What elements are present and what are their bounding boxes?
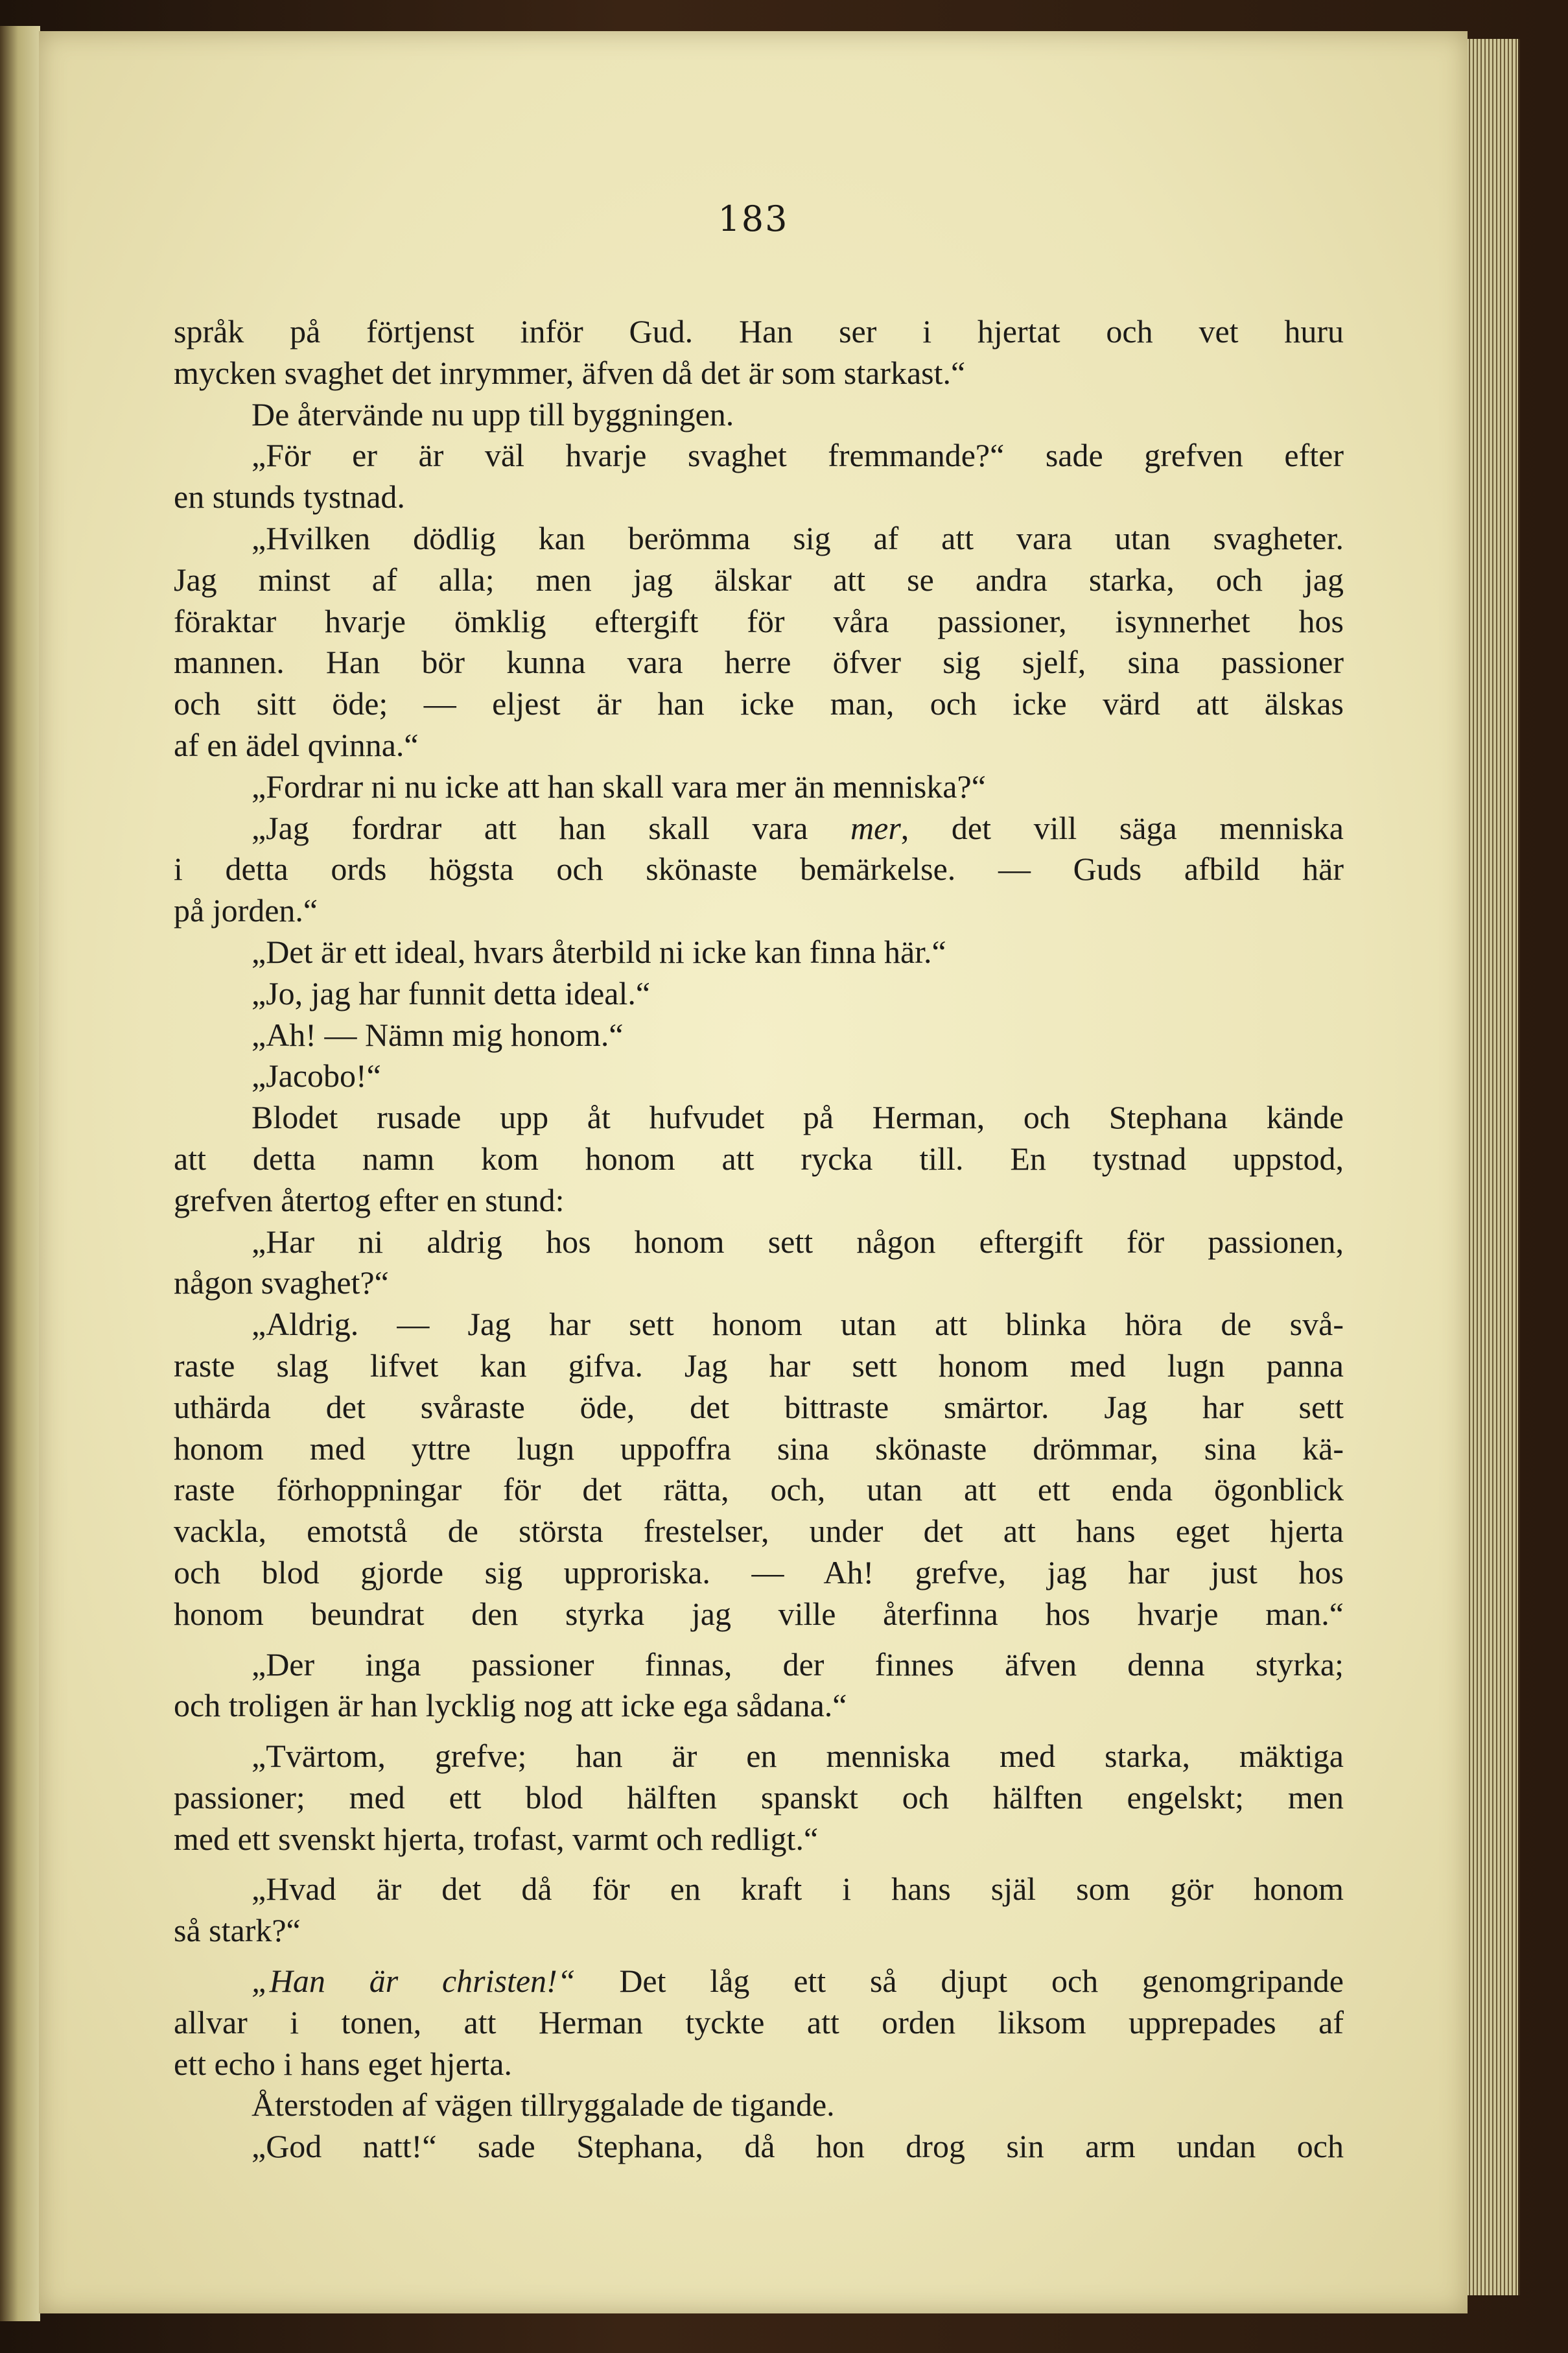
book-page (39, 31, 1468, 2313)
text-line (174, 1428, 1344, 1470)
line-text: raste förhoppningar för det rätta, och, utan att ett enda ögonblick (174, 1471, 1344, 1508)
text-line (174, 477, 1344, 518)
page-leaves-edge (1466, 39, 1520, 2295)
text-line (174, 1180, 1344, 1222)
text-line (174, 683, 1344, 725)
line-text-continued: Det låg ett så djupt och genomgripande (575, 1963, 1344, 2000)
text-line (174, 2002, 1344, 2044)
emphasized-text: mer (850, 809, 901, 846)
emphasized-text: „Han är christen!“ (252, 1963, 576, 2000)
text-line (174, 1304, 1344, 1345)
text-line (174, 1552, 1344, 1594)
line-text: och troligen är han lycklig nog att icke ega sådana.“ (174, 1687, 847, 1724)
line-text: språk på förtjenst inför Gud. Han ser i hjertat och vet huru (174, 313, 1344, 349)
line-text: med ett svenskt hjerta, trofast, varmt och redligt.“ (174, 1820, 819, 1857)
text-line (174, 642, 1344, 683)
text-line (174, 2126, 1344, 2168)
text-line (174, 1819, 1344, 1860)
text-line (174, 890, 1344, 932)
line-text: Jag minst af alla; men jag älskar att se andra starka, och jag (174, 561, 1344, 598)
text-line (174, 849, 1344, 890)
line-text: Blodet rusade upp åt hufvudet på Herman, och Stephana kände (252, 1099, 1344, 1136)
line-text: honom med yttre lugn uppoffra sina skönaste drömmar, sina kä- (174, 1430, 1344, 1467)
text-line (174, 1511, 1344, 1552)
line-text: någon svaghet?“ (174, 1264, 389, 1301)
line-text: vackla, emotstå de största frestelser, under det att hans eget hjerta (174, 1513, 1344, 1550)
line-text: en stunds tystnad. (174, 479, 405, 515)
text-line (174, 1262, 1344, 1304)
line-text: mycken svaghet det inrymmer, äfven då det är som starkast.“ (174, 354, 966, 391)
line-text: i detta ords högsta och skönaste bemärkelse. — Guds afbild här (174, 851, 1344, 888)
text-line (174, 2044, 1344, 2085)
text-line (174, 932, 1344, 973)
line-text: „Hvad är det då för en kraft i hans själ som gör honom (252, 1871, 1344, 1908)
line-text: „Jacobo!“ (252, 1058, 381, 1094)
text-line (174, 394, 1344, 436)
text-line (174, 560, 1344, 601)
text-line (174, 1869, 1344, 1910)
page-number: 183 (718, 198, 789, 239)
text-line (174, 1685, 1344, 1727)
line-text: af en ädel qvinna.“ (174, 726, 419, 763)
line-text: „Jo, jag har funnit detta ideal.“ (252, 975, 651, 1011)
line-text: „Hvilken dödlig kan berömma sig af att vara utan svagheter. (252, 519, 1344, 556)
line-text: „För er är väl hvarje svaghet fremmande?“ sade grefven efter (252, 437, 1344, 474)
line-text: „Jag fordrar att han skall vara (252, 809, 808, 846)
line-text: och sitt öde; — eljest är han icke man, och icke värd att älskas (174, 685, 1344, 722)
text-line (174, 725, 1344, 766)
line-text: honom beundrat den styrka jag ville återfinna hos hvarje man.“ (174, 1595, 1344, 1632)
line-text: „Har ni aldrig hos honom sett någon eftergift för passionen, (252, 1223, 1344, 1260)
line-text: „God natt!“ sade Stephana, då hon drog sin arm undan och (252, 2128, 1344, 2165)
line-text: och blod gjorde sig upproriska. — Ah! grefve, jag har just hos (174, 1554, 1344, 1590)
line-text-continued: , det vill säga menniska (900, 809, 1344, 846)
line-text: „Fordrar ni nu icke att han skall vara mer än menniska?“ (252, 768, 986, 805)
line-text: „Der inga passioner finnas, der finnes äfven denna styrka; (252, 1646, 1344, 1683)
text-line (174, 1961, 1344, 2002)
text-line (174, 1345, 1344, 1387)
body-text (174, 311, 1344, 2168)
text-line (174, 1015, 1344, 1056)
text-line (174, 808, 1344, 849)
text-line (174, 1387, 1344, 1428)
line-text: „Tvärtom, grefve; han är en menniska med starka, mäktiga (252, 1738, 1344, 1775)
line-text: på jorden.“ (174, 892, 318, 929)
text-line (174, 1139, 1344, 1180)
line-text: De återvände nu upp till byggningen. (252, 396, 734, 432)
line-text: ett echo i hans eget hjerta. (174, 2045, 512, 2082)
text-line (174, 1469, 1344, 1511)
text-line (174, 1777, 1344, 1819)
line-text: så stark?“ (174, 1912, 301, 1949)
text-line (174, 353, 1344, 394)
line-text: raste slag lifvet kan gifva. Jag har sett honom med lugn panna (174, 1347, 1344, 1384)
text-line (174, 1222, 1344, 1263)
line-text: passioner; med ett blod hälften spanskt och hälften engelskt; men (174, 1779, 1344, 1815)
line-text: grefven återtog efter en stund: (174, 1181, 565, 1218)
text-line (174, 601, 1344, 643)
text-line (174, 1736, 1344, 1777)
text-line (174, 1097, 1344, 1139)
line-text: att detta namn kom honom att rycka till. En tystnad uppstod, (174, 1140, 1344, 1177)
line-text: „Ah! — Nämn mig honom.“ (252, 1016, 624, 1053)
text-line (174, 1056, 1344, 1097)
text-line (174, 973, 1344, 1015)
line-text: „Aldrig. — Jag har sett honom utan att blinka höra de svå- (252, 1306, 1344, 1343)
line-text: allvar i tonen, att Herman tyckte att orden liksom upprepades af (174, 2004, 1344, 2040)
text-line (174, 2085, 1344, 2126)
left-page-edge (0, 26, 40, 2321)
text-line (174, 1594, 1344, 1635)
line-text: mannen. Han bör kunna vara herre öfver sig sjelf, sina passioner (174, 644, 1344, 681)
text-line (174, 435, 1344, 477)
text-line (174, 1910, 1344, 1952)
line-text: „Det är ett ideal, hvars återbild ni icke kan finna här.“ (252, 933, 946, 970)
text-line (174, 518, 1344, 560)
line-text: föraktar hvarje ömklig eftergift för våra passioner, isynnerhet hos (174, 602, 1344, 639)
text-line (174, 311, 1344, 353)
line-text: Återstoden af vägen tillryggalade de tigande. (252, 2087, 835, 2123)
text-line (174, 766, 1344, 808)
line-text: uthärda det svåraste öde, det bittraste smärtor. Jag har sett (174, 1388, 1344, 1425)
text-line (174, 1644, 1344, 1686)
